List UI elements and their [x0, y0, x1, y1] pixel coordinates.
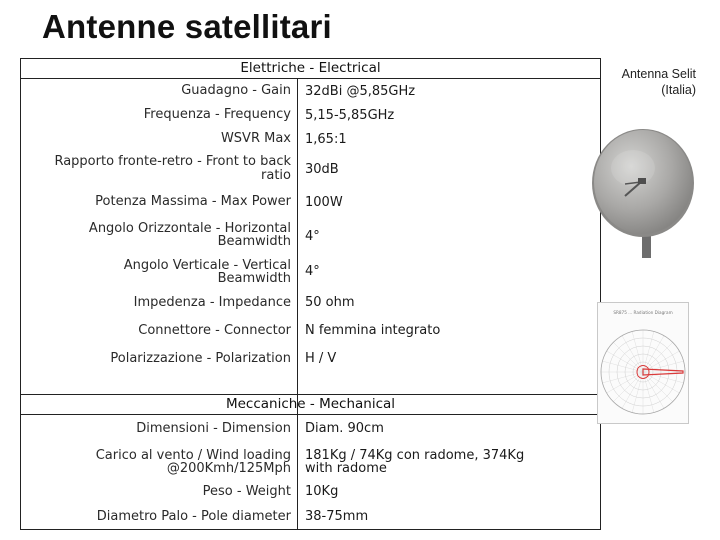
max-power-value: 100W — [305, 195, 343, 210]
horizontal-beamwidth-value: 4° — [305, 229, 320, 244]
connector-value: N femmina integrato — [305, 323, 441, 338]
frequency-value: 5,15-5,85GHz — [305, 108, 395, 123]
gain-value: 32dBi @5,85GHz — [305, 84, 416, 99]
front-to-back-value: 30dB — [305, 162, 339, 177]
frequency-label: Frequenza - Frequency — [143, 107, 291, 122]
feed-horn — [638, 178, 646, 184]
electrical-column-divider — [297, 79, 298, 434]
wind-loading-value-line2: with radome — [305, 461, 387, 476]
max-power-label: Potenza Massima - Max Power — [95, 194, 291, 209]
vertical-beamwidth-value: 4° — [305, 264, 320, 279]
front-to-back-label-line1: Rapporto fronte-retro - Front to back — [54, 154, 291, 169]
pole-diameter-value: 38-75mm — [305, 509, 369, 524]
vswr-value: 1,65:1 — [305, 132, 347, 147]
antenna-dish-photo — [585, 120, 715, 260]
dimension-value: Diam. 90cm — [305, 421, 384, 436]
weight-value: 10Kg — [305, 484, 339, 499]
antenna-caption-line1: Antenna Selit — [621, 67, 696, 81]
vswr-label: WSVR Max — [220, 131, 291, 146]
radiation-pattern-image — [597, 302, 689, 424]
horizontal-beamwidth-label-line2: Beamwidth — [217, 234, 291, 249]
polarization-label: Polarizzazione - Polarization — [110, 351, 291, 366]
wind-loading-label-line1: Carico al vento / Wind loading — [95, 448, 291, 463]
antenna-caption — [596, 66, 696, 98]
front-to-back-label-line2: ratio — [261, 168, 291, 183]
horizontal-beamwidth-label-line1: Angolo Orizzontale - Horizontal — [88, 221, 291, 236]
vertical-beamwidth-label-line1: Angolo Verticale - Vertical — [123, 258, 291, 273]
pattern-header-text: SR875 ... Radiation Diagram — [613, 310, 673, 315]
impedance-label: Impedenza - Impedance — [133, 295, 291, 310]
wind-loading-label-line2: @200Kmh/125Mph — [166, 461, 291, 476]
connector-label: Connettore - Connector — [138, 323, 291, 338]
vertical-beamwidth-label-line2: Beamwidth — [217, 271, 291, 286]
wind-loading-value-line1: 181Kg / 74Kg con radome, 374Kg — [305, 448, 525, 463]
mechanical-column-divider — [297, 415, 298, 530]
electrical-section-heading: Elettriche - Electrical — [21, 59, 600, 79]
polarization-value: H / V — [305, 351, 337, 366]
dimension-label: Dimensioni - Dimension — [136, 421, 291, 436]
slide-title: Antenne satellitari — [42, 8, 332, 45]
pole-diameter-label: Diametro Palo - Pole diameter — [96, 509, 291, 524]
antenna-caption-line2: (Italia) — [661, 83, 696, 97]
spec-table — [20, 58, 601, 530]
gain-label: Guadagno - Gain — [181, 83, 291, 98]
mechanical-section-heading: Meccaniche - Mechanical — [21, 394, 600, 415]
weight-label: Peso - Weight — [202, 484, 291, 499]
impedance-value: 50 ohm — [305, 295, 355, 310]
